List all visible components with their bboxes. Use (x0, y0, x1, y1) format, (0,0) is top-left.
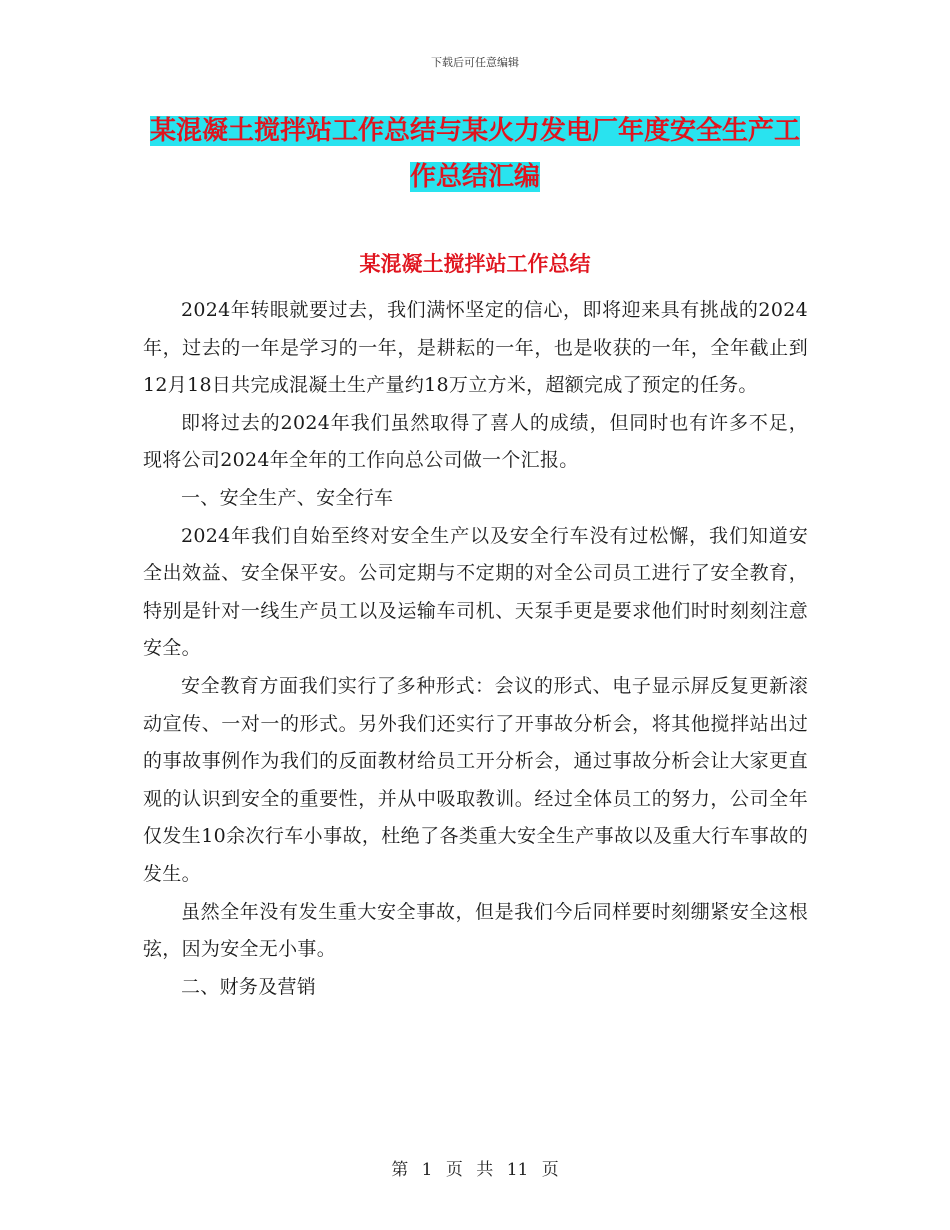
paragraph: 2024年我们自始至终对安全生产以及安全行车没有过松懈，我们知道安全出效益、安全保平安。公司定期与不定期的对全公司员工进行了安全教育，特别是针对一线生产员工以及运输车司机、天泵手更是要求他们时时刻刻注意安全。 (143, 524, 808, 660)
subheading: 一、安全生产、安全行车 (181, 486, 394, 509)
document-title (150, 108, 800, 200)
document-title-text: 某混凝土搅拌站工作总结与某火力发电厂年度安全生产工作总结汇编 (150, 116, 801, 192)
paragraph: 安全教育方面我们实行了多种形式：会议的形式、电子显示屏反复更新滚动宣传、一对一的形式。另外我们还实行了开事故分析会，将其他搅拌站出过的事故事例作为我们的反面教材给员工开分析会，通过事故分析会让大家更直观的认识到安全的重要性，并从中吸取教训。经过全体员工的努力，公司全年仅发生10余次行车小事故，杜绝了各类重大安全生产事故以及重大行车事故的发生。 (143, 674, 808, 885)
paragraph: 虽然全年没有发生重大安全事故，但是我们今后同样要时刻绷紧安全这根弦，因为安全无小事。 (143, 900, 808, 961)
page-number: 第 1 页 共 11 页 (391, 1160, 559, 1180)
section-title: 某混凝土搅拌站工作总结 (359, 251, 591, 276)
document-body (143, 292, 808, 1006)
paragraph: 2024年转眼就要过去，我们满怀坚定的信心，即将迎来具有挑战的2024年，过去的一年是学习的一年，是耕耘的一年，也是收获的一年，全年截止到12月18日共完成混凝土生产量约18万立方米，超额完成了预定的任务。 (143, 299, 808, 397)
header-note: 下载后可任意编辑 (431, 56, 519, 69)
subheading: 二、财务及营销 (181, 975, 317, 998)
paragraph: 即将过去的2024年我们虽然取得了喜人的成绩，但同时也有许多不足，现将公司2024年全年的工作向总公司做一个汇报。 (143, 411, 808, 472)
